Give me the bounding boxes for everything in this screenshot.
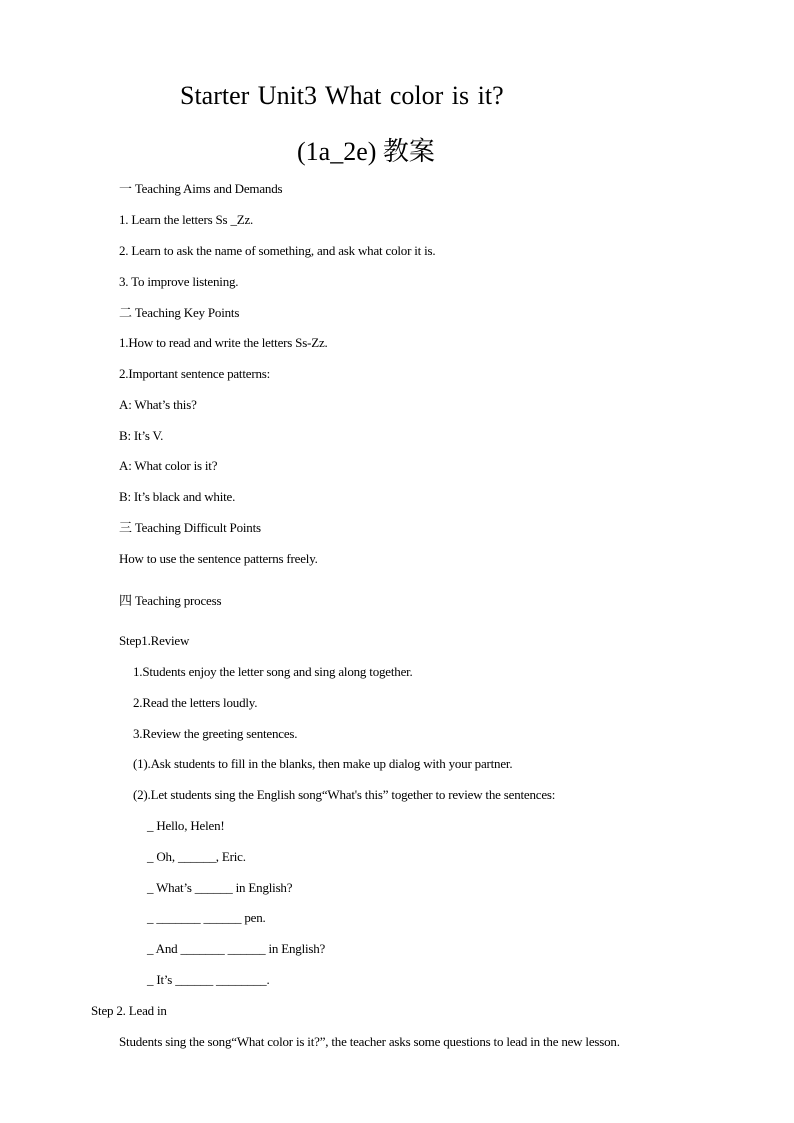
- dialog-line: B: It’s black and white.: [119, 489, 236, 504]
- step-2-text: Students sing the song“What color is it?”, the teacher asks some questions to lead in the new lesson.: [119, 1034, 620, 1049]
- aim-item-3: 3. To improve listening.: [119, 274, 239, 289]
- difficult-point-1: How to use the sentence patterns freely.: [119, 551, 318, 566]
- section-heading-aims: 一 Teaching Aims and Demands: [119, 181, 283, 196]
- key-point-2: 2.Important sentence patterns:: [119, 366, 271, 381]
- aim-item-1: 1. Learn the letters Ss _Zz.: [119, 212, 254, 227]
- aim-item-2: 2. Learn to ask the name of something, and ask what color it is.: [119, 243, 436, 258]
- title-line-2: (1a_2e) 教案: [297, 137, 435, 166]
- dialog-line: B: It’s V.: [119, 428, 164, 443]
- step-2-heading: Step 2. Lead in: [91, 1003, 167, 1018]
- song-line: _ And _______ ______ in English?: [147, 941, 326, 956]
- step-1-item-1: 1.Students enjoy the letter song and sing along together.: [133, 664, 413, 679]
- step-1-subitem-2: (2).Let students sing the English song“What's this” together to review the sentences:: [133, 787, 556, 802]
- song-line: _ It’s ______ ________.: [147, 972, 270, 987]
- song-line: _ _______ ______ pen.: [147, 910, 266, 925]
- key-point-1: 1.How to read and write the letters Ss-Zz.: [119, 335, 328, 350]
- section-heading-process: 四 Teaching process: [119, 593, 222, 608]
- section-heading-key-points: 二 Teaching Key Points: [119, 305, 240, 320]
- song-line: _ Hello, Helen!: [147, 818, 225, 833]
- step-1-item-3: 3.Review the greeting sentences.: [133, 726, 298, 741]
- song-line: _ What’s ______ in English?: [147, 880, 293, 895]
- section-heading-difficult-points: 三 Teaching Difficult Points: [119, 520, 261, 535]
- step-1-subitem-1: (1).Ask students to fill in the blanks, then make up dialog with your partner.: [133, 756, 513, 771]
- title-line-1: Starter Unit3 What color is it?: [180, 81, 504, 110]
- dialog-line: A: What’s this?: [119, 397, 197, 412]
- step-1-item-2: 2.Read the letters loudly.: [133, 695, 258, 710]
- step-1-heading: Step1.Review: [119, 633, 190, 648]
- song-line: _ Oh, ______, Eric.: [147, 849, 246, 864]
- dialog-line: A: What color is it?: [119, 458, 218, 473]
